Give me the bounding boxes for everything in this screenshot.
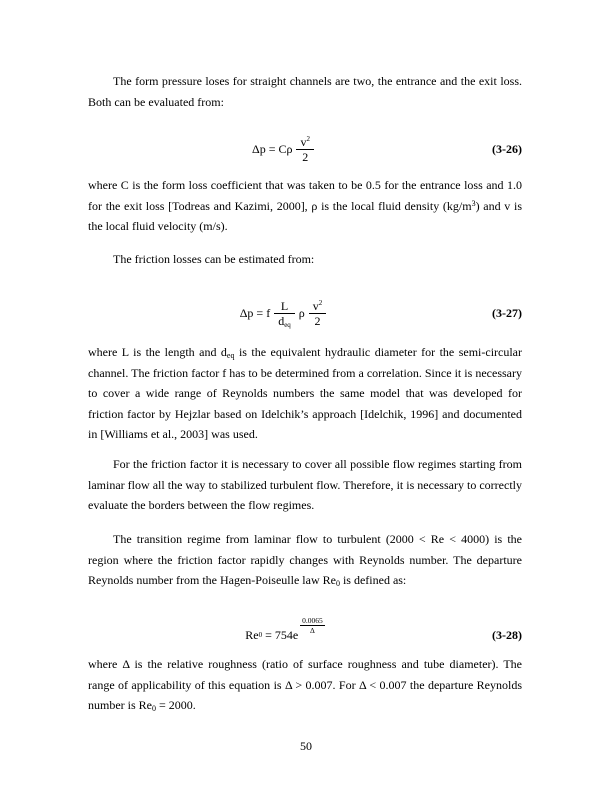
paragraph-transition-regime: The transition regime from laminar flow to turbulent (2000 < Re < 4000) is the region where the friction factor rapidly changes with Reynolds number. The departure Reynolds number from the Hagen-Poiseulle law $Re_0$ is defined as: bbox=[88, 532, 522, 588]
fraction-denominator bbox=[274, 313, 295, 328]
fraction-numerator bbox=[309, 299, 327, 313]
equation-3-28-formula: Re 0 = 754e $\frac{0.0065}{\Delta}$ bbox=[245, 615, 323, 642]
paragraph-hydraulic-diameter: where L is the length and $d_{eq}$ is the equivalent hydraulic diameter for the semi-circular channel. The friction factor f has to be determined from a correlation. Since it is necessary to cover a wide range of Reynolds numbers the same model that was developed for friction factor by Hejzlar based on Idelchik’s approach [Idelchik, 1996] and documented in [Williams et al., 2003] was used. bbox=[88, 345, 523, 441]
fraction-L-over-deq bbox=[274, 299, 295, 328]
fraction-denominator: 2 bbox=[296, 149, 314, 164]
paragraph-friction-losses-intro: The friction losses can be estimated from: bbox=[113, 252, 315, 266]
variable-v: v bbox=[312, 298, 319, 313]
equation-rhs: = 754e bbox=[262, 628, 299, 642]
paragraph-form-loss-coefficient: where C is the form loss coefficient that was taken to be 0.5 for the entrance loss and 1.0 for the exit loss [Todreas and Kazimi, 2000], ρ is the local fluid density $(kg/m^3)$ and v is the local fluid velocity (m/s). bbox=[88, 178, 523, 233]
variable-v: v bbox=[300, 134, 307, 149]
exponent-2: 2 bbox=[306, 134, 310, 143]
paragraph-relative-roughness: where Δ is the relative roughness (ratio of surface roughness and tube diameter). The range of applicability of this equation is Δ > 0.007. For Δ < 0.007 the departure Reynolds number is $Re_0 = 2000$. bbox=[88, 657, 522, 713]
equation-3-26 bbox=[88, 126, 522, 172]
exponent-fraction bbox=[300, 616, 325, 635]
fraction-numerator: L bbox=[280, 298, 289, 313]
fraction-numerator: 0.0065 bbox=[302, 615, 323, 625]
variable-rho: ρ bbox=[298, 306, 305, 320]
fraction-v-squared-over-2 bbox=[296, 135, 314, 164]
equation-lhs: Δp = Cρ bbox=[252, 142, 293, 156]
variable-d: d bbox=[278, 313, 285, 328]
subscript-eq: eq bbox=[284, 320, 291, 329]
equation-3-27 bbox=[88, 288, 522, 338]
paragraph-form-pressure-losses: The form pressure loses for straight channels are two, the entrance and the exit loss. Both can be evaluated from: bbox=[88, 74, 522, 109]
fraction-denominator: Δ bbox=[300, 625, 325, 635]
fraction-numerator bbox=[296, 135, 314, 149]
equation-number: (3-27) bbox=[492, 306, 522, 320]
fraction-v-squared-over-2 bbox=[309, 299, 327, 328]
equation-3-27-formula bbox=[68, 299, 502, 328]
equation-3-26-formula bbox=[68, 135, 502, 164]
exponent-2: 2 bbox=[318, 298, 323, 307]
fraction-denominator: 2 bbox=[309, 313, 327, 328]
equation-3-28 bbox=[88, 612, 522, 658]
page-number: 50 bbox=[300, 739, 312, 753]
paragraph-flow-regimes: For the friction factor it is necessary to cover all possible flow regimes starting from laminar flow all the way to stabilized turbulent flow. Therefore, it is necessary to correctly evaluate the borders between the flow regimes. bbox=[88, 457, 522, 512]
variable-Re: Re bbox=[245, 628, 259, 642]
equation-lhs: Δp = f bbox=[239, 306, 271, 320]
equation-number: (3-26) bbox=[492, 142, 522, 156]
equation-number: (3-28) bbox=[492, 628, 522, 642]
